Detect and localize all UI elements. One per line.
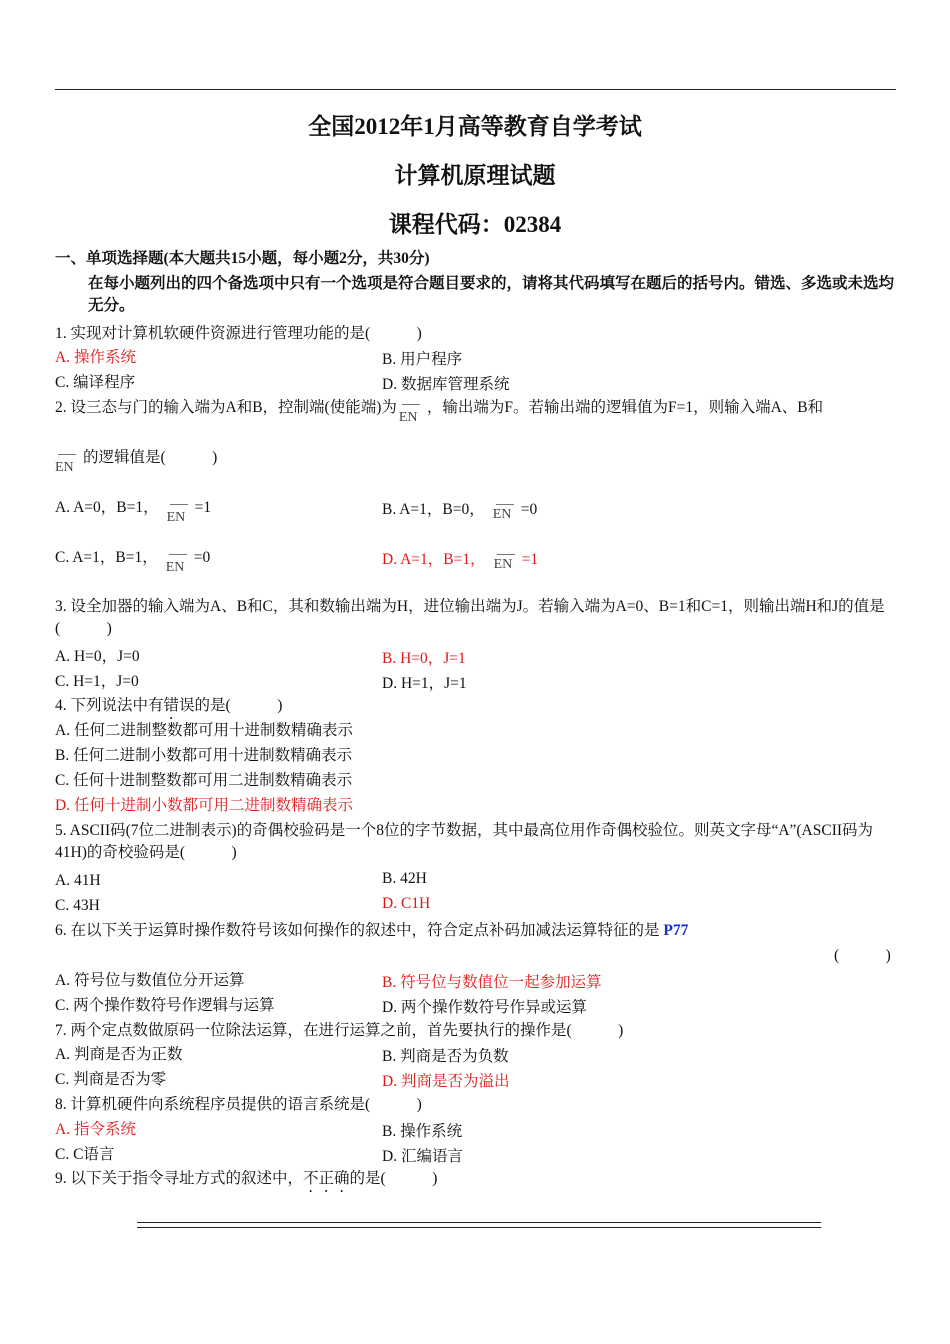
en-overline-symbol: EN <box>55 447 81 465</box>
q3-option-d: D. H=1，J=1 <box>382 675 467 692</box>
q6-option-a: A. 符号位与数值位分开运算 <box>55 972 245 989</box>
q5-option-b: B. 42H <box>382 870 427 887</box>
section-heading: 一、单项选择题(本大题共15小题，每小题2分，共30分) <box>55 250 430 267</box>
q3-option-b: B. H=0，J=1 <box>382 650 466 667</box>
q5-option-d: D. C1H <box>382 895 431 912</box>
q6-option-d: D. 两个操作数符号作异或运算 <box>382 999 587 1016</box>
q2-stem-line1: 2. 设三态与门的输入端为A和B，控制端(使能端)为 EN ，输出端为F。若输出端的逻辑值为F=1，则输入端A、B和 <box>55 399 824 425</box>
q9-stem: 9. 以下关于指令寻址方式的叙述中，不正确的是( ) <box>55 1170 438 1187</box>
q5-stem: 5. ASCII码(7位二进制表示)的奇偶校验码是一个8位的字节数据，其中最高位用作奇偶校验位。则英文字母“A”(ASCII码为41H)的奇校验码是( ) <box>55 822 874 861</box>
q2-option-d: D. A=1，B=1， EN =1 <box>382 551 539 572</box>
q4-option-a: A. 任何二进制整数都可用十进制数精确表示 <box>55 722 353 739</box>
q4-stem: 4. 下列说法中有错误的是( ) <box>55 697 283 714</box>
q2-stem-line2: EN 的逻辑值是( ) <box>55 449 218 475</box>
q7-option-c: C. 判商是否为零 <box>55 1071 167 1088</box>
q4-option-b: B. 任何二进制小数都可用十进制数精确表示 <box>55 747 353 764</box>
q1-stem: 1. 实现对计算机软硬件资源进行管理功能的是( ) <box>55 325 422 342</box>
q4-option-c: C. 任何十进制整数都可用二进制数精确表示 <box>55 772 353 789</box>
q5-option-a: A. 41H <box>55 872 101 889</box>
q6-stem: 6. 在以下关于运算时操作数符号该如何操作的叙述中，符合定点补码加减法运算特征的是 P77 <box>55 922 689 939</box>
q8-option-b: B. 操作系统 <box>382 1123 463 1140</box>
q1-option-c: C. 编译程序 <box>55 374 136 391</box>
q5-option-c: C. 43H <box>55 897 100 914</box>
q6-option-b: B. 符号位与数值位一起参加运算 <box>382 974 602 991</box>
course-code: 课程代码：02384 <box>388 212 562 237</box>
q6-option-c: C. 两个操作数符号作逻辑与运算 <box>55 997 275 1014</box>
en-overline-symbol: EN <box>399 397 425 415</box>
section-instruction: 在每小题列出的四个备选项中只有一个选项是符合题目要求的，请将其代码填写在题后的括号内。错选、多选或未选均无分。 <box>88 275 895 314</box>
top-rule <box>55 89 896 90</box>
q7-option-a: A. 判商是否为正数 <box>55 1046 183 1063</box>
q6-answer-paren: ( ) <box>834 947 891 964</box>
q3-stem: 3. 设全加器的输入端为A、B和C，其和数输出端为H，进位输出端为J。若输入端为A=0、B=1和C=1，则输出端H和J的值是( ) <box>55 598 885 637</box>
q2-option-c: C. A=1，B=1， EN =0 <box>55 549 211 575</box>
exam-title: 全国2012年1月高等教育自学考试 <box>308 114 642 139</box>
q1-option-b: B. 用户程序 <box>382 351 463 368</box>
q3-option-c: C. H=1，J=0 <box>55 673 139 690</box>
page-reference: P77 <box>663 922 689 939</box>
q7-option-b: B. 判商是否为负数 <box>382 1048 509 1065</box>
q4-option-d: D. 任何十进制小数都可用二进制数精确表示 <box>55 797 353 814</box>
footer-double-rule <box>137 1222 821 1228</box>
q8-option-a: A. 指令系统 <box>55 1121 136 1138</box>
subject-title: 计算机原理试题 <box>394 163 556 188</box>
q8-option-c: C. C语言 <box>55 1146 115 1163</box>
q3-option-a: A. H=0，J=0 <box>55 648 140 665</box>
q1-option-a: A. 操作系统 <box>55 349 136 366</box>
q1-option-d: D. 数据库管理系统 <box>382 376 510 393</box>
q2-option-b: B. A=1，B=0， EN =0 <box>382 501 538 522</box>
q7-stem: 7. 两个定点数做原码一位除法运算，在进行运算之前，首先要执行的操作是( ) <box>55 1022 624 1039</box>
q7-option-d: D. 判商是否为溢出 <box>382 1073 510 1090</box>
q8-stem: 8. 计算机硬件向系统程序员提供的语言系统是( ) <box>55 1096 422 1113</box>
q2-option-a: A. A=0，B=1， EN =1 <box>55 499 212 525</box>
q8-option-d: D. 汇编语言 <box>382 1148 463 1165</box>
